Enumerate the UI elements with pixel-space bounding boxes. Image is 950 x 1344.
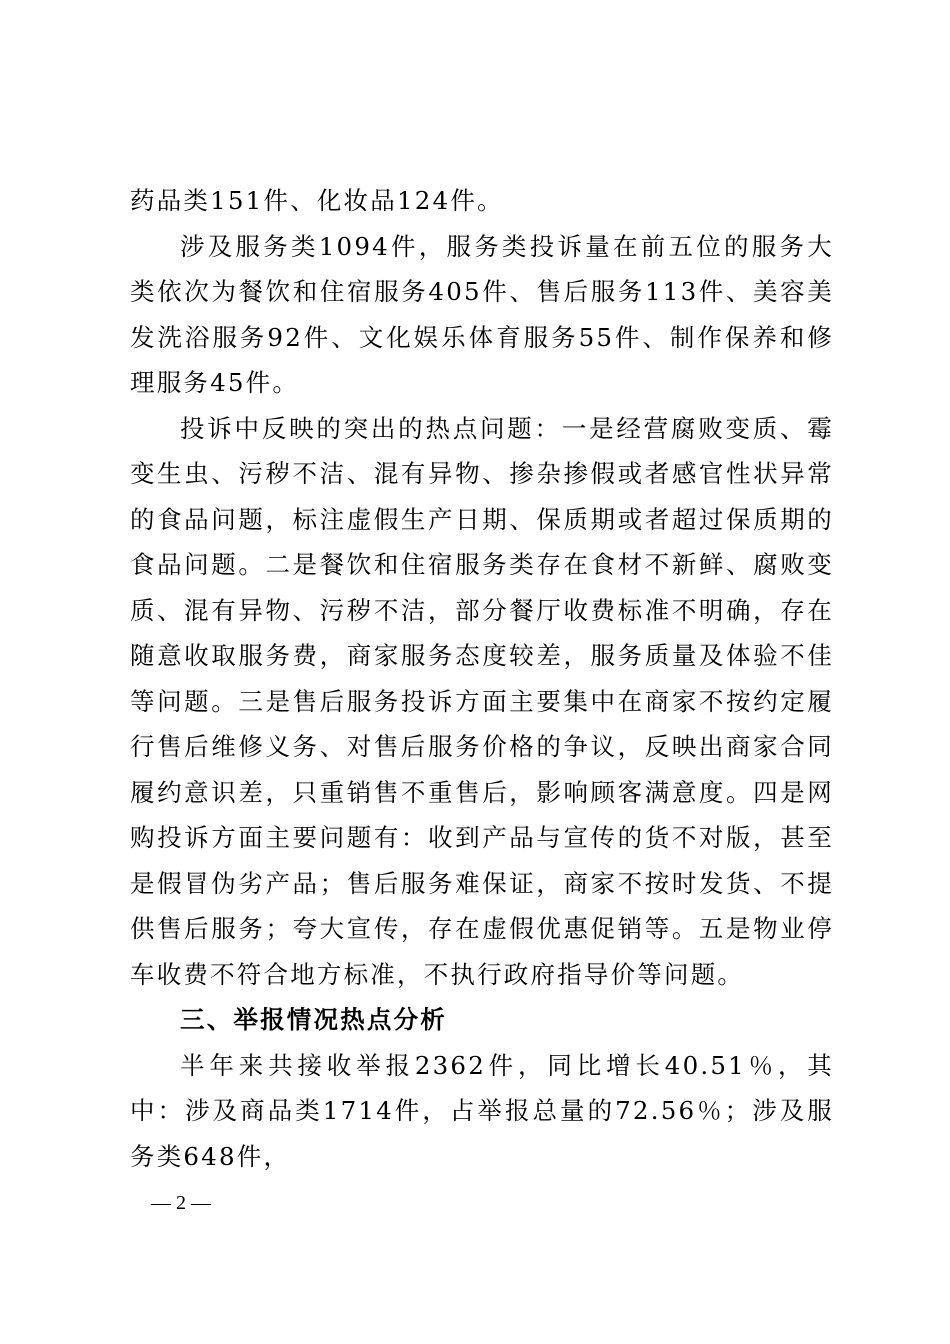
paragraph-service-complaints: 涉及服务类1094件，服务类投诉量在前五位的服务大类依次为餐饮和住宿服务405件、售后服务113件、美容美发洗浴服务92件、文化娱乐体育服务55件、制作保养和修理服务45件。 [130,231,834,397]
paragraph-continuation: 药品类151件、化妆品124件。 [130,186,504,215]
page-number: — 2 — [151,1192,211,1214]
paragraph-reports-summary: 半年来共接收举报2362件，同比增长40.51％，其中：涉及商品类1714件，占举报总量的72.56％；涉及服务类648件， [130,1050,834,1171]
section-heading: 三、举报情况热点分析 [180,1005,447,1034]
document-body [130,178,834,1179]
paragraph-hot-issues: 投诉中反映的突出的热点问题：一是经营腐败变质、霉变生虫、污秽不洁、混有异物、掺杂掺假或者感官性状异常的食品问题，标注虚假生产日期、保质期或者超过保质期的食品问题。二是餐饮和住宿服务类存在食材不新鲜、腐败变质、混有异物、污秽不洁，部分餐厅收费标准不明确，存在随意收取服务费，商家服务态度较差，服务质量及体验不佳等问题。三是售后服务投诉方面主要集中在商家不按约定履行售后维修义务、对售后服务价格的争议，反映出商家合同履约意识差，只重销售不重售后，影响顾客满意度。四是网购投诉方面主要问题有：收到产品与宣传的货不对版，甚至是假冒伪劣产品；售后服务难保证，商家不按时发货、不提供售后服务；夸大宣传，存在虚假优惠促销等。五是物业停车收费不符合地方标准，不执行政府指导价等问题。 [130,413,834,989]
